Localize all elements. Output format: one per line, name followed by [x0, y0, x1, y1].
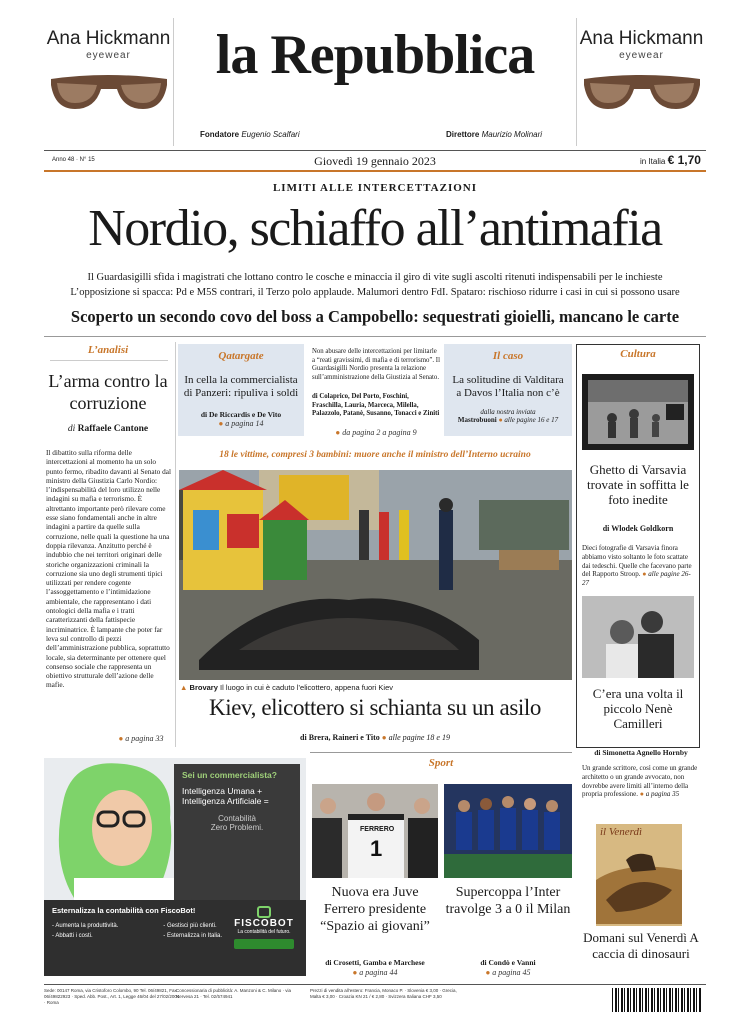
page-ref-text: a pagina 33	[125, 734, 164, 743]
ad-left[interactable]	[44, 18, 174, 146]
photo-caption: ▲ Brovary Il luogo in cui è caduto l’elicottero, appena fuori Kiev	[180, 683, 394, 692]
caso-byline-pre: dalla nostra inviata	[480, 408, 536, 416]
caso-title: La solitudine di Valditara a Davos l’Italia non c’è	[452, 374, 564, 399]
crash-scene-image	[179, 470, 572, 680]
fiscobot-brand: FISCOBOT	[234, 918, 294, 929]
page-ref-text: alle pagine 26-27	[582, 570, 691, 588]
page-ref-text: alle pagine 18 e 19	[388, 733, 450, 742]
byline-name: Mastrobuoni	[457, 416, 497, 424]
inter-photo[interactable]	[444, 784, 572, 878]
cultura-byline-2: di Simonetta Agnello Hornby	[594, 748, 688, 757]
ad-line-2: Intelligenza Artificiale =	[182, 796, 269, 806]
divider	[175, 342, 176, 747]
sport-title-1[interactable]: Nuova era Juve Ferrero presidente “Spazio ai giovani”	[320, 885, 430, 934]
ad-right[interactable]	[576, 18, 706, 146]
sport-page-ref-1[interactable]: ● a pagina 44	[352, 968, 398, 977]
fiscobot-tagline: La contabilità del futuro.	[237, 929, 291, 935]
body-text: Dieci fotografie di Varsavia finora abbiamo visto soltanto le foto scattate dai tedeschi. Quelle che facevano parte del Rapporto Stroop.	[582, 544, 692, 579]
caso-box[interactable]	[444, 344, 572, 436]
qatargate-byline: di De Riccardis e De Vito	[200, 410, 282, 419]
byline-name: Raffaele Cantone	[77, 424, 149, 434]
woman-portrait-image	[44, 758, 184, 908]
ad-line-4: Zero Problemi.	[210, 823, 264, 832]
photo-byline: di Brera, Raineri e Tito ● alle pagine 18 e 19	[300, 733, 450, 742]
fiscobot-logo	[228, 906, 300, 949]
ad-line-3: Contabilità	[218, 814, 256, 823]
qatargate-page-ref: ● a pagina 14	[218, 419, 264, 428]
issue-date: Giovedì 19 gennaio 2023	[314, 154, 436, 168]
caption-place: Brovary	[189, 683, 218, 692]
ad-line-1: Intelligenza Umana +	[182, 786, 263, 796]
ghetto-archive-image	[582, 374, 694, 450]
brief-byline: di Colaprico, Del Porto, Foschini, Fraschilla, Lauria, Marceca, Milella, Palazzolo, Patanè, Susanno, Tonacci e Ziniti	[312, 393, 440, 418]
page-ref-text: da pagina 2 a pagina 9	[342, 428, 417, 437]
analisi-body: Il dibattito sulla riforma delle intercettazioni al momento ha un solo punto fermo, ribadito davanti al Senato dal ministro della Giustizia Carlo Nordio: l’indispensabilità del loro utilizzo nelle indagini su mafia e terrorismo. È altrettanto importante però rilevare come esse siano fondamentali anche in altre indagini a partire da quelle sulla corruzione, nelle quali la questione ha una doppia rilevanza. Anzitutto perché è indubbio che nei territori originari delle storiche organizzazioni criminali la corruzione sia uno degli strumenti tipici utilizzati per rendere cogente l’assoggettamento e l’intimidazione ambientale, che rappresentano i dati ontologici della mafia e i tratti caratterizzanti della fattispecie incriminatrice. È lampante che poter far leva sul controllo di pezzi dell’amministrazione pubblica, soprattutto locale, sia determinante per ottenere quel consenso sociale che rappresenta un obiettivo strutturale dell’azione delle mafie.	[46, 448, 172, 690]
page-ref-text: a pagina 14	[225, 419, 264, 428]
cultura-title-2[interactable]: C’era una volta il piccolo Nenè Camilleri	[592, 686, 684, 731]
qatargate-box[interactable]	[178, 344, 304, 436]
ad-bullet-4: - Esternalizza in Italia.	[163, 933, 222, 939]
divider	[44, 984, 706, 985]
ad-bullet-2: - Gestisci più clienti.	[163, 923, 217, 929]
masthead-founder	[200, 130, 300, 139]
dinosaur-cover-image	[596, 840, 682, 924]
analisi-title[interactable]: L’arma contro la corruzione	[48, 371, 168, 413]
lead-deck-2: L’opposizione si spacca: Pd e M5S contrari, il Terzo polo applaude. Malumori dentro FdI. Spataro: rischioso ridurre i casi in cui si possono usare	[70, 287, 680, 298]
issue-number: Anno 48 · N° 15	[52, 157, 95, 163]
lead-kicker: LIMITI ALLE INTERCETTAZIONI	[272, 182, 478, 194]
caption-text: Il luogo in cui è caduto l’elicottero, appena fuori Kiev	[219, 683, 394, 692]
crash-photo[interactable]	[179, 470, 572, 680]
shirt-number: 1	[370, 836, 383, 861]
ad-sub: eyewear	[86, 50, 131, 61]
cultura-byline-1: di Wlodek Goldkorn	[602, 524, 674, 533]
sunglasses-image	[47, 67, 171, 117]
photo-headline[interactable]: Kiev, elicottero si schianta su un asilo	[209, 695, 541, 720]
ad-brand: Ana Hickmann	[579, 28, 704, 49]
page-ref-text: a pagina 44	[359, 968, 398, 977]
sunglasses-image	[580, 67, 704, 117]
founder-label: Fondatore	[200, 130, 240, 139]
caso-kicker: Il caso	[492, 350, 524, 362]
ad-question: Sei un commercialista?	[182, 770, 277, 780]
analisi-kicker: L’analisi	[87, 344, 129, 356]
sport-byline-2: di Condò e Vanni	[480, 958, 536, 967]
venerdi-masthead: il Venerdì	[600, 826, 643, 838]
accent-rule	[44, 170, 706, 172]
ad-footer-title: Esternalizza la contabilità con FiscoBot!	[52, 906, 196, 915]
ghetto-photo[interactable]	[582, 374, 694, 450]
lead-subhead[interactable]: Scoperto un secondo covo del boss a Campobello: sequestrati gioielli, mancano le carte	[70, 307, 680, 326]
qatargate-title: In cella la commercialista di Panzeri: ripuliva i soldi	[183, 374, 299, 399]
divider	[310, 752, 572, 753]
cultura-title-3[interactable]: Domani sul Venerdì A caccia di dinosauri	[583, 930, 699, 961]
cultura-body-2: Un grande scrittore, così come un grande architetto o un grande avvocato, non dovrebbe avere limiti all’interno della propria professione. ● a pagina 35	[582, 764, 698, 799]
price-value: € 1,70	[667, 153, 701, 167]
director-label: Direttore	[446, 130, 480, 139]
masthead-title[interactable]: la Repubblica	[215, 24, 535, 86]
divider	[44, 150, 706, 151]
cultura-title-1[interactable]: Ghetto di Varsavia trovate in soffitta le foto inedite	[587, 462, 689, 507]
fiscobot-panel	[174, 764, 300, 900]
byline-name: di Brera, Raineri e Tito	[300, 733, 380, 742]
analisi-byline	[44, 424, 172, 434]
brief-page-ref[interactable]: ● da pagina 2 a pagina 9	[335, 428, 417, 437]
founder-name: Eugenio Scalfari	[241, 130, 300, 139]
footer-col-3: Prezzi di vendita all’estero: Francia, Monaco P. · Slovenia € 3,00 · Grecia, Malta € 3,00 · Croazia KN 21 / € 2,80 · Svizzera Italiana CHF 3,50	[310, 988, 457, 999]
sport-title-2[interactable]: Supercoppa l’Inter travolge 3 a 0 il Milan	[445, 885, 571, 917]
body-text: Un grande scrittore, così come un grande architetto o un grande avvocato, non dovrebbe avere limiti all’interno della propria professione.	[582, 764, 698, 799]
ad-bullet-3: - Abbatti i costi.	[52, 933, 93, 939]
footer-col-2: Concessionaria di pubblicità: A. Manzoni & C. Milano · via Nervesa 21 · Tel. 02/574941	[176, 988, 292, 999]
fiscobot-ad[interactable]	[44, 758, 306, 976]
venerdi-cover[interactable]	[596, 824, 682, 926]
brief-text: Non abusare delle intercettazioni per limitarle a “reati gravissimi, di mafia e di terrorismo”. Il Guardasigilli Nordio presenta la relazione sull’amministrazione della Giustizia al Senato.	[312, 348, 440, 381]
barcode	[612, 988, 702, 1012]
ad-bullet-1: - Aumenta la produttività.	[52, 923, 119, 929]
phone-button[interactable]	[234, 939, 294, 949]
masthead-director	[446, 130, 542, 139]
page-ref-text: a pagina 35	[645, 790, 680, 799]
divider	[44, 336, 706, 337]
lead-deck-1: Il Guardasigilli sfida i magistrati che lottano contro le cosche e minaccia il giro di vite sugli ascolti ritenuti indispensabili per le inchieste	[87, 272, 663, 283]
byline-prefix: di	[67, 424, 76, 434]
photo-kicker: 18 le vittime, compresi 3 bambini: muore anche il ministro dell’Interno ucraino	[219, 450, 531, 460]
price	[640, 153, 701, 167]
camilleri-child-image	[582, 596, 694, 678]
page-ref-text: a pagina 45	[492, 968, 531, 977]
cultura-kicker: Cultura	[620, 348, 656, 360]
sport-byline-1: di Crosetti, Gamba e Marchese	[325, 958, 425, 967]
sport-kicker: Sport	[428, 757, 454, 769]
lead-headline[interactable]: Nordio, schiaffo all’antimafia	[88, 200, 662, 257]
director-name: Maurizio Molinari	[481, 130, 543, 139]
cultura-body-1: Dieci fotografie di Varsavia finora abbiamo visto soltanto le foto scattate dai tedeschi. Quelle che facevano parte del Rapporto Stroop. ● alle pagine 26-27	[582, 544, 692, 588]
robot-icon	[257, 906, 271, 918]
footer-col-1: Sede: 00147 Roma, via Cristoforo Colombo, 90 Tel. 06/49821, Fax 06/49822923 · Sped. Abb. Post., Art. 1, Legge 46/04 del 27/02/2004 · Roma	[44, 988, 180, 1005]
shirt-name: FERRERO	[360, 826, 395, 833]
qatargate-kicker: Qatargate	[218, 350, 264, 362]
sport-page-ref-2[interactable]: ● a pagina 45	[485, 968, 531, 977]
analisi-page-ref[interactable]: ● a pagina 33	[118, 734, 164, 743]
caso-byline: Mastrobuoni ● alle pagine 16 e 17	[457, 416, 559, 424]
ad-brand: Ana Hickmann	[46, 28, 171, 49]
price-label: in Italia	[640, 157, 666, 166]
ad-sub: eyewear	[619, 50, 664, 61]
juve-photo[interactable]	[312, 784, 438, 878]
page-ref-text: alle pagine 16 e 17	[504, 416, 559, 424]
inter-players-image	[444, 784, 572, 878]
camilleri-photo[interactable]	[582, 596, 694, 678]
divider	[50, 360, 168, 361]
